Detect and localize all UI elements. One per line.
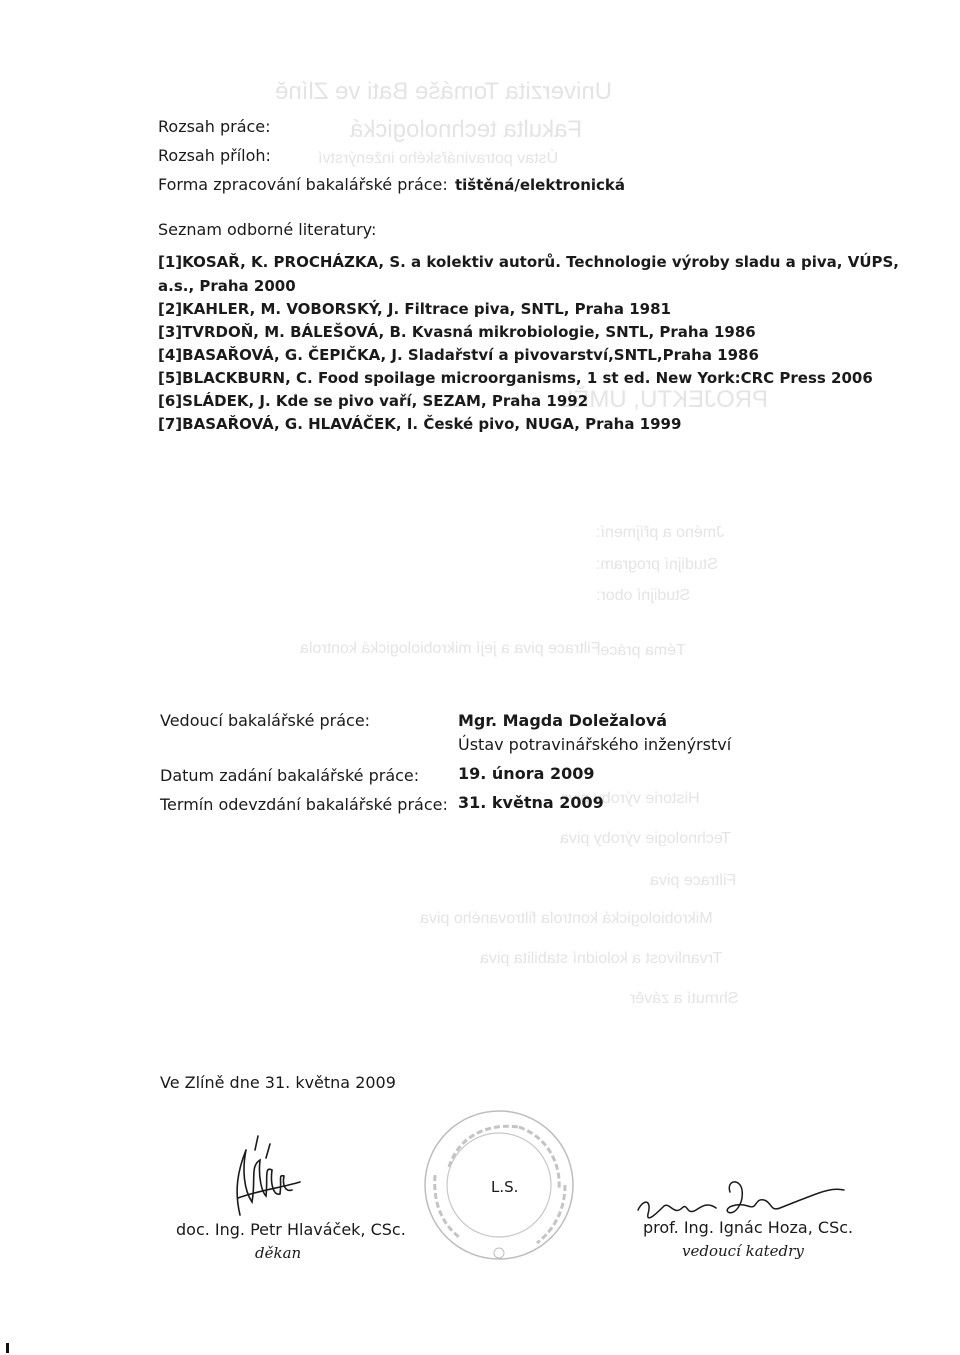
literature-heading: Seznam odborné literatury: (158, 220, 377, 239)
bleed-through-text: Studijní program: (596, 556, 718, 573)
literature-item: [6]SLÁDEK, J. Kde se pivo vaří, SEZAM, Praha 1992 (158, 392, 589, 410)
literature-item: [5]BLACKBURN, C. Food spoilage microorganisms, 1 st ed. New York:CRC Press 2006 (158, 369, 873, 387)
assigned-date-value: 19. února 2009 (458, 764, 595, 783)
bleed-through-text: Trvanlivost a koloidní stabilita piva (480, 950, 723, 967)
literature-item: [3]TVRDOŇ, M. BÁLEŠOVÁ, B. Kvasná mikrobiologie, SNTL, Praha 1986 (158, 323, 756, 341)
bleed-through-text: Ústav potravinářského inženýrství (318, 150, 559, 167)
dean-name: doc. Ing. Petr Hlaváček, CSc. (176, 1220, 406, 1239)
supervisor-name: Mgr. Magda Doležalová (458, 711, 668, 730)
bleed-through-text: Filtrace piva a její mikrobiologická kontrola (300, 640, 601, 657)
head-name: prof. Ing. Ignác Hoza, CSc. (643, 1218, 854, 1237)
literature-item: [4]BASAŘOVÁ, G. ČEPIČKA, J. Sladařství a pivovarství,SNTL,Praha 1986 (158, 346, 759, 364)
bleed-through-text: Jméno a příjmení: (596, 524, 725, 541)
dean-role: děkan (255, 1244, 302, 1262)
form-value: tištěná/elektronická (455, 176, 626, 194)
deadline-label: Termín odevzdání bakalářské práce: (160, 795, 448, 814)
attachments-label: Rozsah příloh: (158, 146, 271, 165)
stamp-ls: L.S. (491, 1178, 519, 1196)
bleed-through-text: PROJEKTU, UMĚL (560, 386, 769, 413)
bleed-through-text: Univerzita Tomáše Bati ve Zlíně (275, 78, 613, 105)
bleed-through-text: Mikrobiologická kontrola filtrovaného piva (420, 910, 713, 927)
bleed-through-text: Filtrace piva (650, 872, 737, 889)
literature-item: a.s., Praha 2000 (158, 277, 296, 295)
deadline-value: 31. května 2009 (458, 793, 604, 812)
dean-signature (200, 1130, 310, 1220)
bleed-through-text: Shrnutí a závěr (630, 990, 739, 1007)
literature-item: [1]KOSAŘ, K. PROCHÁZKA, S. a kolektiv autorů. Technologie výroby sladu a piva, VÚPS, (158, 253, 899, 271)
assigned-date-label: Datum zadání bakalářské práce: (160, 766, 420, 785)
bleed-through-text: Téma práce: (596, 642, 686, 659)
supervisor-institute: Ústav potravinářského inženýrství (458, 735, 732, 754)
scan-mark (6, 1343, 9, 1353)
bleed-through-text: Fakulta technologická (350, 116, 583, 143)
supervisor-label: Vedoucí bakalářské práce: (160, 711, 371, 730)
bleed-through-text: Studijní obor: (596, 587, 691, 604)
head-role: vedoucí katedry (682, 1242, 804, 1260)
literature-item: [2]KAHLER, M. VOBORSKÝ, J. Filtrace piva, SNTL, Praha 1981 (158, 300, 671, 318)
bleed-through-text: Historie výroby piva (560, 790, 700, 807)
literature-item: [7]BASAŘOVÁ, G. HLAVÁČEK, I. České pivo, NUGA, Praha 1999 (158, 415, 682, 433)
bleed-through-text: Technologie výroby piva (560, 830, 731, 847)
form-label: Forma zpracování bakalářské práce: (158, 175, 448, 194)
scope-label: Rozsah práce: (158, 117, 271, 136)
place-date: Ve Zlíně dne 31. května 2009 (160, 1073, 396, 1092)
